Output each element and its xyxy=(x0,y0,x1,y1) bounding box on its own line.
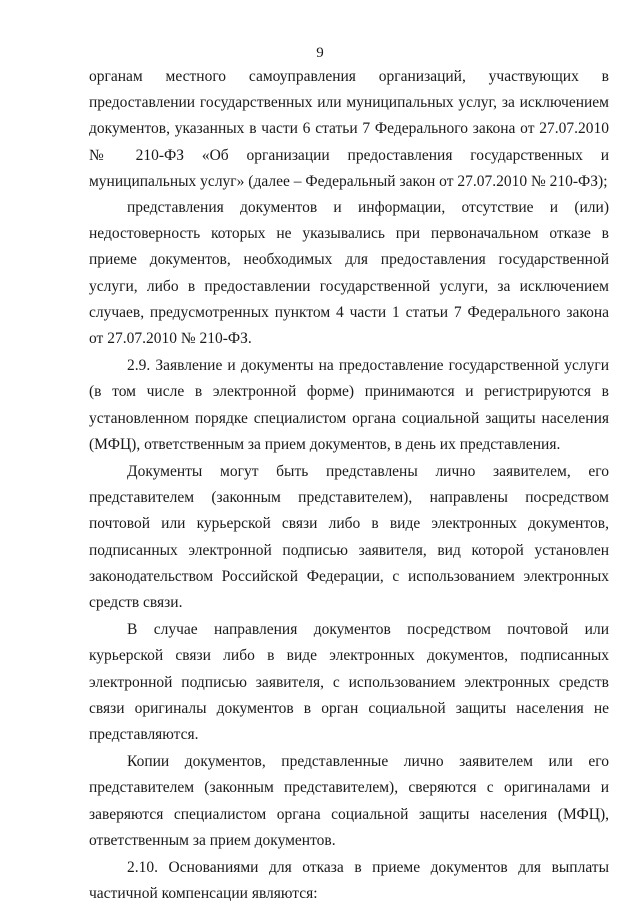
paragraph-continuation: органам местного самоуправления организаций, участвующих в предоставлении государственных или муниципальных услуг, за исключением документов, указанных в части 6 статьи 7 Федерального закона от 27.07.2010 № 210-ФЗ «Об организации предоставления государственных и муниципальных услуг» (далее – Федеральный закон от 27.07.2010 № 210-ФЗ); xyxy=(89,68,609,190)
paragraph-submission-methods: Документы могут быть представлены лично заявителем, его представителем (законным представителем), направлены посредством почтовой или курьерской связи либо в виде электронных документов, подписанных электронной подписью заявителя, вид которой установлен законодательством Российской Федерации, с использованием электронных средств связи. xyxy=(89,463,609,612)
paragraph-originals-not-required: В случае направления документов посредством почтовой или курьерской связи либо в виде электронных документов, подписанных электронной подписью заявителя, с использованием электронных средств связи оригиналы документов в орган социальной защиты населения не представляются. xyxy=(89,621,609,744)
page-number: 9 xyxy=(316,45,324,61)
paragraph-2-10: 2.10. Основаниями для отказа в приеме документов для выплаты частичной компенсации являются: xyxy=(89,859,609,903)
paragraph-copies-verification: Копии документов, представленные лично заявителем или его представителем (законным представителем), сверяются с оригиналами и заверяются специалистом органа социальной защиты населения (МФЦ), ответственным за прием документов. xyxy=(89,753,609,849)
paragraph-documents-info: представления документов и информации, отсутствие и (или) недостоверность которых не указывались при первоначальном отказе в приеме документов, необходимых для предоставления государственной услуги, либо в предоставлении государственной услуги, за исключением случаев, предусмотренных пунктом 4 части 1 статьи 7 Федерального закона от 27.07.2010 № 210-ФЗ. xyxy=(89,199,609,348)
document-body xyxy=(89,64,609,908)
paragraph-2-9: 2.9. Заявление и документы на предоставление государственной услуги (в том числе в электронной форме) принимаются и регистрируются в установленном порядке специалистом органа социальной защиты населения (МФЦ), ответственным за прием документов, в день их представления. xyxy=(89,357,609,453)
